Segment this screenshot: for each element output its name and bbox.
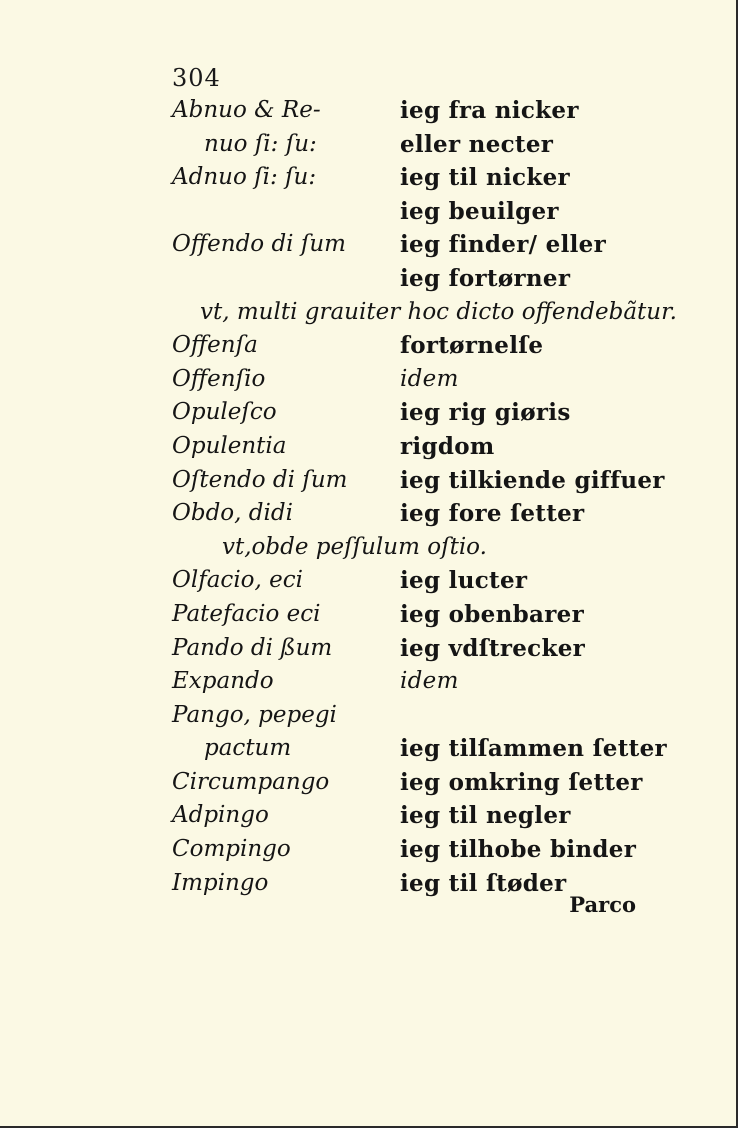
latin-term: Offenſa [172,332,258,359]
entry-row [0,195,736,229]
usage-example: vt,obde peſſulum oſtio. [222,533,487,560]
entry-row [0,128,736,162]
danish-translation: ieg tilhobe binder [400,836,637,864]
entry-row [0,766,736,800]
latin-term: Offenſio [172,365,266,392]
latin-term: Adpingo [172,802,269,829]
entry-row [0,329,736,363]
latin-term: Opuleſco [172,399,277,426]
latin-term: Compingo [172,836,291,863]
entry-row [0,363,736,397]
danish-translation: ieg fortørner [400,264,571,292]
danish-translation: ieg fore ſetter [400,500,585,528]
danish-translation: ieg fra nicker [400,97,579,124]
entry-row [0,732,736,766]
danish-translation: ieg lucter [400,567,528,595]
entry-row [0,564,736,598]
danish-translation: ieg til ſtøder [400,869,567,897]
danish-translation: eller necter [400,130,554,158]
danish-translation: ieg til nicker [400,164,570,192]
danish-translation: idem [400,668,459,695]
latin-term: Olfacio, eci [172,567,303,594]
danish-translation: ieg til negler [400,802,571,830]
latin-term: Patefacio eci [172,600,321,627]
example-row [0,531,736,565]
entry-row [0,632,736,666]
latin-term: Pando di ßum [172,634,333,661]
danish-translation: fortørnelſe [400,332,544,360]
latin-term: Obdo, didi [172,500,293,527]
danish-translation: ieg beuilger [400,197,559,225]
entry-row [0,497,736,531]
entry-row [0,228,736,262]
danish-translation: ieg tilkiende giffuer [400,466,665,494]
latin-term: Offendo di ſum [172,231,346,258]
example-row [0,296,736,330]
latin-term: Impingo [172,869,269,896]
latin-term: Opulentia [172,432,287,459]
entry-row [0,94,736,128]
entry-row [0,699,736,733]
danish-translation: ieg vdſtrecker [400,634,586,662]
latin-term: Pango, pepegi [172,701,337,728]
entry-row [0,161,736,195]
latin-term: pactum [204,735,292,762]
entry-row [0,598,736,632]
danish-translation: ieg omkring ſetter [400,768,643,796]
dictionary-entries [0,94,736,900]
latin-term: Circumpango [172,768,330,795]
entry-row [0,665,736,699]
entry-row [0,799,736,833]
danish-translation: ieg rig giøris [400,399,571,427]
danish-translation: rigdom [400,432,495,460]
catchword: Parco [569,892,636,917]
latin-term: Expando [172,668,274,695]
entry-row [0,262,736,296]
latin-term: Oſtendo di ſum [172,466,348,493]
latin-term: Adnuo ſi: ſu: [172,164,317,191]
entry-row [0,396,736,430]
danish-translation: ieg finder/ eller [400,231,607,259]
entry-row [0,833,736,867]
danish-translation: ieg obenbarer [400,600,584,628]
entry-row [0,430,736,464]
entry-row [0,464,736,498]
latin-term: Abnuo & Re- [172,97,321,123]
danish-translation: ieg tilſammen ſetter [400,735,667,763]
usage-example: vt, multi grauiter hoc dicto offendebãtur. [200,298,677,325]
danish-translation: idem [400,365,459,392]
latin-term: nuo ſi: ſu: [204,130,317,157]
page-number: 304 [172,64,221,92]
